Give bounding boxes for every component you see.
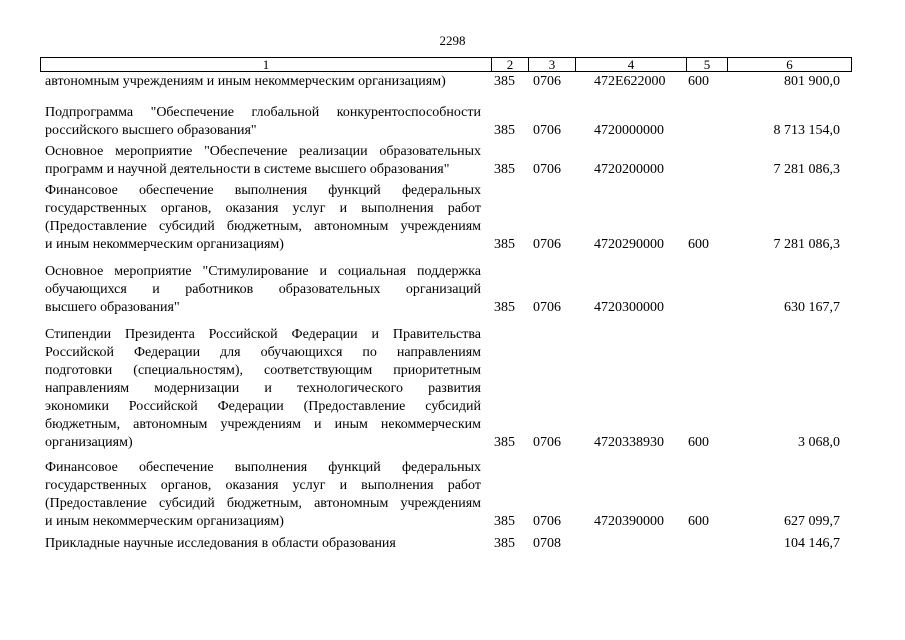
description-line: высшего образования" [45, 300, 180, 315]
description-line: программ и научной деятельности в системе высшего образования" [45, 162, 450, 177]
cell-code-3: 0706 [533, 123, 561, 138]
description-line: организациям) [45, 435, 133, 450]
description-line: Стипендии Президента Российской Федерации и Правительства [45, 327, 481, 342]
cell-amount: 801 900,0 [784, 74, 840, 89]
description-line: Прикладные научные исследования в области образования [45, 536, 396, 551]
description-line: Финансовое обеспечение выполнения функций федеральных [45, 183, 481, 198]
cell-code-3: 0708 [533, 536, 561, 551]
cell-code-5: 600 [688, 237, 709, 252]
description-line: автономным учреждениям и иным некоммерческим организациям) [45, 74, 446, 89]
cell-code-3: 0706 [533, 300, 561, 315]
description-line: Российской Федерации для обучающихся по направлениям [45, 345, 481, 360]
header-col-5: 5 [703, 57, 711, 72]
cell-code-4: 4720300000 [594, 300, 664, 315]
row-description [45, 263, 481, 317]
description-line: подготовки (специальностям), соответствующим приоритетным [45, 363, 481, 378]
row-description [45, 182, 481, 254]
row-description [45, 326, 481, 452]
row-description [45, 535, 481, 553]
row-description [45, 459, 481, 531]
description-line: (Предоставление субсидий бюджетным, автономным учреждениям [45, 496, 481, 511]
cell-code-2: 385 [494, 435, 515, 450]
cell-amount: 630 167,7 [784, 300, 840, 315]
cell-code-5: 600 [688, 514, 709, 529]
description-line: Основное мероприятие "Стимулирование и социальная поддержка [45, 264, 481, 279]
cell-code-2: 385 [494, 162, 515, 177]
description-line: направлениям модернизации и технологического развития [45, 381, 481, 396]
cell-amount: 7 281 086,3 [773, 237, 840, 252]
cell-code-4: 4720200000 [594, 162, 664, 177]
description-line: бюджетным, автономным учреждениям и иным некоммерческим [45, 417, 481, 432]
description-line: (Предоставление субсидий бюджетным, автономным учреждениям [45, 219, 481, 234]
cell-code-2: 385 [494, 123, 515, 138]
cell-code-5: 600 [688, 74, 709, 89]
cell-code-3: 0706 [533, 435, 561, 450]
cell-code-2: 385 [494, 74, 515, 89]
description-line: российского высшего образования" [45, 123, 257, 138]
cell-code-4: 4720390000 [594, 514, 664, 529]
cell-code-4: 472E622000 [594, 74, 666, 89]
cell-code-2: 385 [494, 514, 515, 529]
description-line: Финансовое обеспечение выполнения функций федеральных [45, 460, 481, 475]
header-col-4: 4 [627, 57, 635, 72]
cell-code-2: 385 [494, 237, 515, 252]
description-line: Основное мероприятие "Обеспечение реализации образовательных [45, 144, 481, 159]
cell-amount: 7 281 086,3 [773, 162, 840, 177]
cell-code-4: 4720000000 [594, 123, 664, 138]
cell-amount: 627 099,7 [784, 514, 840, 529]
description-line: государственных органов, оказания услуг и выполнения работ [45, 201, 481, 216]
cell-code-2: 385 [494, 536, 515, 551]
header-col-6: 6 [786, 57, 793, 72]
header-col-2: 2 [506, 57, 514, 72]
cell-amount: 104 146,7 [784, 536, 840, 551]
page-number: 2298 [439, 33, 466, 48]
description-line: и иным некоммерческим организациям) [45, 514, 284, 529]
cell-code-3: 0706 [533, 237, 561, 252]
cell-code-4: 4720290000 [594, 237, 664, 252]
table-header [40, 57, 852, 72]
cell-code-3: 0706 [533, 514, 561, 529]
row-description [45, 104, 481, 140]
header-col-3: 3 [548, 57, 556, 72]
cell-code-5: 600 [688, 435, 709, 450]
row-description [45, 143, 481, 179]
cell-code-3: 0706 [533, 74, 561, 89]
cell-code-4: 4720338930 [594, 435, 664, 450]
cell-code-2: 385 [494, 300, 515, 315]
cell-code-3: 0706 [533, 162, 561, 177]
description-line: обучающихся и работников образовательных организаций [45, 282, 481, 297]
row-description [45, 73, 481, 91]
description-line: и иным некоммерческим организациям) [45, 237, 284, 252]
cell-amount: 8 713 154,0 [773, 123, 840, 138]
cell-amount: 3 068,0 [798, 435, 840, 450]
header-col-1: 1 [262, 57, 270, 72]
description-line: государственных органов, оказания услуг и выполнения работ [45, 478, 481, 493]
description-line: экономики Российской Федерации (Предоставление субсидий [45, 399, 481, 414]
description-line: Подпрограмма "Обеспечение глобальной конкурентоспособности [45, 105, 481, 120]
